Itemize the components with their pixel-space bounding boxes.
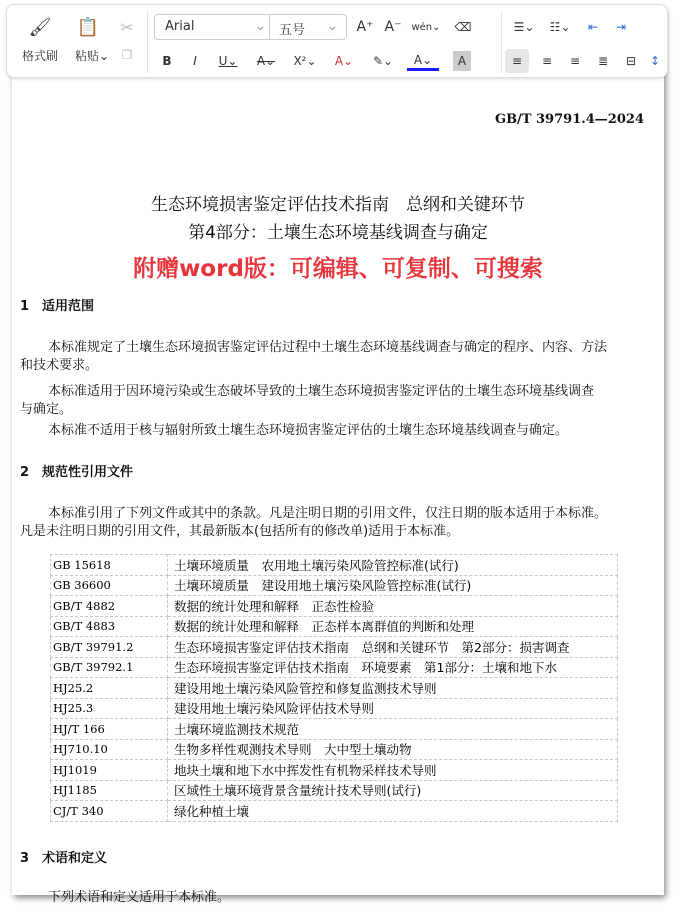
standard-code: GB/T 4883 <box>51 616 168 637</box>
standard-title: 土壤环境质量 农用地土壤污染风险管控标准(试行) <box>168 555 618 576</box>
standard-code: HJ1019 <box>51 760 168 781</box>
standard-title: 数据的统计处理和解释 正态性检验 <box>168 596 618 617</box>
paste-icon[interactable]: 📋 <box>76 16 100 38</box>
decrease-indent-icon[interactable]: ⇤ <box>587 20 599 34</box>
standard-code: GB/T 4882 <box>51 596 168 617</box>
promo-banner: 附赠word版：可编辑、可复制、可搜索 <box>133 256 543 282</box>
chevron-down-icon: ⌄ <box>327 19 338 34</box>
document-page <box>12 10 664 905</box>
standard-code: CJ/T 340 <box>51 801 168 822</box>
paragraph: 凡是未注明日期的引用文件，其最新版本(包括所有的修改单)适用于本标准。 <box>20 524 460 539</box>
chevron-down-icon: ⌄ <box>255 19 266 34</box>
standard-title: 区域性土壤环境背景含量统计技术导则(试行) <box>168 780 618 801</box>
standard-code: GB 15618 <box>51 555 168 576</box>
paragraph: 本标准适用于因环境污染或生态破坏导致的土壤生态环境损害鉴定评估的土壤生态环境基线调查 <box>48 384 595 399</box>
underline-icon[interactable]: U⌄ <box>218 54 238 68</box>
table-row <box>51 698 618 719</box>
paragraph: 本标准引用了下列文件或其中的条款。凡是注明日期的引用文件，仅注日期的版本适用于本标准。 <box>48 506 608 521</box>
ribbon-toolbar <box>6 4 668 78</box>
strikethrough-icon[interactable]: A⌄ <box>256 54 276 68</box>
table-row <box>51 555 618 576</box>
paste-label: 粘贴 <box>74 49 99 63</box>
standard-title: 土壤环境监测技术规范 <box>168 719 618 740</box>
justify-icon[interactable]: ≣ <box>597 54 609 68</box>
superscript-icon[interactable]: X²⌄ <box>293 54 317 68</box>
align-left-icon[interactable]: ≡ <box>505 49 529 73</box>
title-line-2: 第4部分：土壤生态环境基线调查与确定 <box>188 223 488 243</box>
bullets-icon[interactable]: ☰⌄ <box>513 20 535 34</box>
standard-title: 建设用地土壤污染风险管控和修复监测技术导则 <box>168 678 618 699</box>
table-row <box>51 739 618 760</box>
table-row <box>51 719 618 740</box>
standard-title: 土壤环境质量 建设用地土壤污染风险管控标准(试行) <box>168 575 618 596</box>
paste-button[interactable]: 粘贴 ⌄ <box>74 48 110 63</box>
italic-icon[interactable]: I <box>193 54 197 68</box>
standard-code: GB 36600 <box>51 575 168 596</box>
standard-code: HJ710.10 <box>51 739 168 760</box>
standard-code: HJ1185 <box>51 780 168 801</box>
format-painter-button[interactable]: 格式刷 <box>21 49 58 63</box>
standard-title: 建设用地土壤污染风险评估技术导则 <box>168 698 618 719</box>
standard-code: HJ25.2 <box>51 678 168 699</box>
font-color-icon[interactable]: A⌄ <box>407 51 439 71</box>
standard-title: 生态环境损害鉴定评估技术指南 环境要素 第1部分：土壤和地下水 <box>168 657 618 678</box>
font-selector[interactable] <box>154 14 347 40</box>
table-row <box>51 801 618 822</box>
standard-number: GB/T 39791.4—2024 <box>494 112 644 127</box>
standard-title: 生态环境损害鉴定评估技术指南 总纲和关键环节 第2部分：损害调查 <box>168 637 618 658</box>
standard-code: GB/T 39791.2 <box>51 637 168 658</box>
standard-title: 绿化种植土壤 <box>168 801 618 822</box>
table-row <box>51 657 618 678</box>
bold-icon[interactable]: B <box>162 54 172 68</box>
table-row <box>51 678 618 699</box>
paragraph: 与确定。 <box>20 402 73 417</box>
standard-title: 地块土壤和地下水中挥发性有机物采样技术导则 <box>168 760 618 781</box>
clear-format-icon[interactable]: ⌫ <box>454 20 472 34</box>
table-row <box>51 780 618 801</box>
table-row <box>51 616 618 637</box>
section-3-heading: 3 术语和定义 <box>20 851 108 866</box>
paragraph: 本标准规定了土壤生态环境损害鉴定评估过程中土壤生态环境基线调查与确定的程序、内容、方法 <box>48 340 608 355</box>
highlight-icon[interactable]: ✎⌄ <box>372 54 394 68</box>
cut-icon[interactable]: ✂ <box>120 17 134 37</box>
standard-title: 数据的统计处理和解释 正态样本离群值的判断和处理 <box>168 616 618 637</box>
pinyin-label: wén <box>411 21 433 33</box>
copy-icon[interactable]: ❐ <box>121 48 133 62</box>
text-effect-icon[interactable]: A⌄ <box>334 54 354 68</box>
section-1-heading: 1 适用范围 <box>20 299 95 314</box>
font-name: Arial <box>165 19 195 34</box>
standard-code: HJ25.3 <box>51 698 168 719</box>
table-row <box>51 637 618 658</box>
title-line-1: 生态环境损害鉴定评估技术指南 总纲和关键环节 <box>151 195 525 215</box>
format-painter-icon[interactable]: 🖌 <box>28 16 52 38</box>
font-size: 五号 <box>279 23 306 38</box>
table-row <box>51 760 618 781</box>
increase-indent-icon[interactable]: ⇥ <box>615 20 627 34</box>
align-right-icon[interactable]: ≡ <box>569 54 581 68</box>
align-center-icon[interactable]: ≡ <box>541 54 553 68</box>
shrink-font-icon[interactable]: A⁻ <box>384 19 402 35</box>
grow-font-icon[interactable]: A⁺ <box>356 19 374 35</box>
line-spacing-icon[interactable]: ↕ <box>649 54 661 68</box>
standard-code: GB/T 39792.1 <box>51 657 168 678</box>
paragraph: 本标准不适用于核与辐射所致土壤生态环境损害鉴定评估的土壤生态环境基线调查与确定。 <box>48 423 569 438</box>
distributed-icon[interactable]: ⊟ <box>625 54 637 68</box>
paragraph: 和技术要求。 <box>20 358 99 373</box>
paragraph: 下列术语和定义适用于本标准。 <box>48 890 231 905</box>
references-table <box>50 554 618 822</box>
standard-code: HJ/T 166 <box>51 719 168 740</box>
standard-title: 生物多样性观测技术导则 大中型土壤动物 <box>168 739 618 760</box>
table-row <box>51 596 618 617</box>
numbering-icon[interactable]: ☷⌄ <box>549 20 571 34</box>
section-2-heading: 2 规范性引用文件 <box>20 465 134 480</box>
table-row <box>51 575 618 596</box>
pinyin-guide-button[interactable]: wén ⌄ <box>411 21 441 33</box>
char-shading-icon[interactable]: A <box>453 51 471 71</box>
